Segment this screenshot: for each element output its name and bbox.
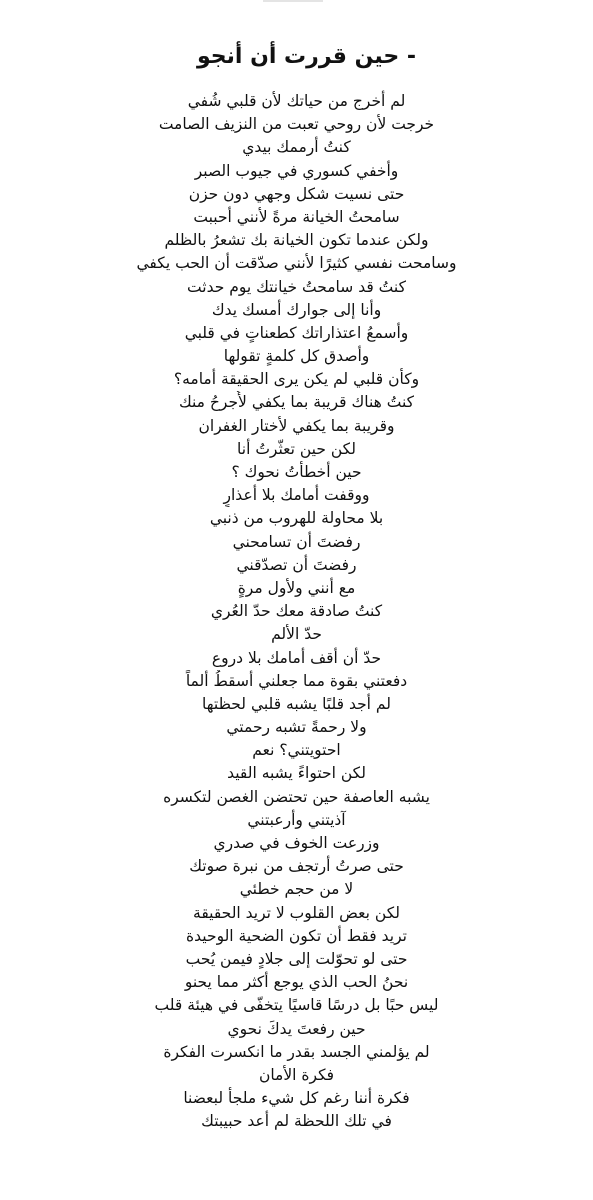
poem-line: مع أنني ولأول مرةٍ [237, 578, 356, 597]
poem-line: وسامحت نفسي كثيرًا لأنني صدّقت أن الحب يكفي [136, 254, 457, 273]
poem-body [0, 90, 593, 1133]
poem-line: كنتُ قد سامحتُ خيانتك يوم حدثت [187, 277, 406, 296]
poem-line: آذيتني وأرعبتني [247, 810, 346, 829]
poem-title: - حين قررت أن أنجو [196, 44, 417, 69]
poem-line: كنتُ صادقة معك حدّ العُري [210, 602, 383, 621]
poem-line: لكن حين تعثّرتُ أنا [237, 439, 356, 458]
poem-line: حتى نسيت شكل وجهي دون حزن [188, 184, 405, 203]
poem-line: احتويتني؟ نعم [252, 741, 341, 760]
poem-line: وقريبة بما يكفي لأختار الغفران [198, 416, 395, 435]
poem-line: حتى صرتُ أرتجف من نبرة صوتك [189, 857, 404, 876]
poem-line: تريد فقط أن تكون الضحية الوحيدة [186, 926, 407, 945]
poem-line: خرجت لأن روحي تعبت من النزيف الصامت [158, 115, 435, 134]
poem-line: وأنا إلى جوارك أمسك يدك [211, 300, 382, 319]
poem-line: يشبه العاصفة حين تحتضن الغصن لتكسره [163, 787, 430, 806]
poem-line: دفعتني بقوة مما جعلني أسقطُ ألماً [185, 671, 408, 690]
poem-line: وزرعت الخوف في صدري [213, 834, 380, 852]
poem-line: لكن بعض القلوب لا تريد الحقيقة [193, 903, 400, 922]
poem-line: لم أخرج من حياتك لأن قلبي شُفي [187, 92, 406, 110]
poem-line: ولا رحمةً تشبه رحمتي [226, 718, 367, 737]
poem-line: لم أجد قلبًا يشبه قلبي لحظتها [202, 694, 391, 713]
poem-line: كنتُ أرممك بيدي [242, 138, 351, 157]
poem-line: لكن احتواءً يشبه القيد [227, 764, 366, 783]
poem-line: وأصدق كل كلمةٍ تقولها [223, 347, 370, 366]
poem-line: وأسمعُ اعتذاراتك كطعناتٍ في قلبي [184, 323, 409, 342]
poem-line: لم يؤلمني الجسد بقدر ما انكسرت الفكرة [163, 1042, 430, 1061]
poem-line: لا من حجم خطئي [239, 880, 354, 899]
poem-line: حين رفعتَ يدكَ نحوي [227, 1019, 366, 1038]
poem-line: حين أخطأتُ نحوك ؟ [231, 463, 362, 481]
poem-line: نحنُ الحب الذي يوجع أكثر مما يحنو [184, 973, 409, 992]
poem-line: ووقفت أمامك بلا أعذارٍ [223, 486, 370, 505]
poem-line: حتى لو تحوّلت إلى جلادٍ فيمن يُحب [185, 949, 408, 968]
poem-line: رفضتَ أن تصدّقني [236, 555, 357, 574]
poem-line: بلا محاولة للهروب من ذنبي [209, 509, 384, 528]
poem-line: وكأن قلبي لم يكن يرى الحقيقة أمامه؟ [173, 370, 420, 389]
poem-line: ولكن عندما تكون الخيانة بك تشعرُ بالظلم [164, 231, 429, 250]
poem-line: وأخفي كسوري في جيوب الصبر [194, 161, 399, 180]
poem-line: فكرة الأمان [258, 1065, 335, 1084]
poem-line: حدّ الألم [271, 625, 322, 644]
poem-line: رفضتَ أن تسامحني [232, 532, 361, 551]
poem-line: حدّ أن أقف أمامك بلا دروع [211, 648, 382, 667]
poem-line: كنتُ هناك قريبة بما يكفي لأُجرحُ منك [178, 393, 415, 412]
poem-line: في تلك اللحظة لم أعد حبيبتك [201, 1112, 392, 1131]
poem-line: ليس حبًا بل درسًا قاسيًا يتخفّى في هيئة قلب [154, 996, 439, 1015]
poem-line: سامحتُ الخيانة مرةً لأنني أحببت [193, 207, 400, 226]
poem-line: فكرة أننا رغم كل شيء ملجأ لبعضنا [183, 1089, 410, 1108]
